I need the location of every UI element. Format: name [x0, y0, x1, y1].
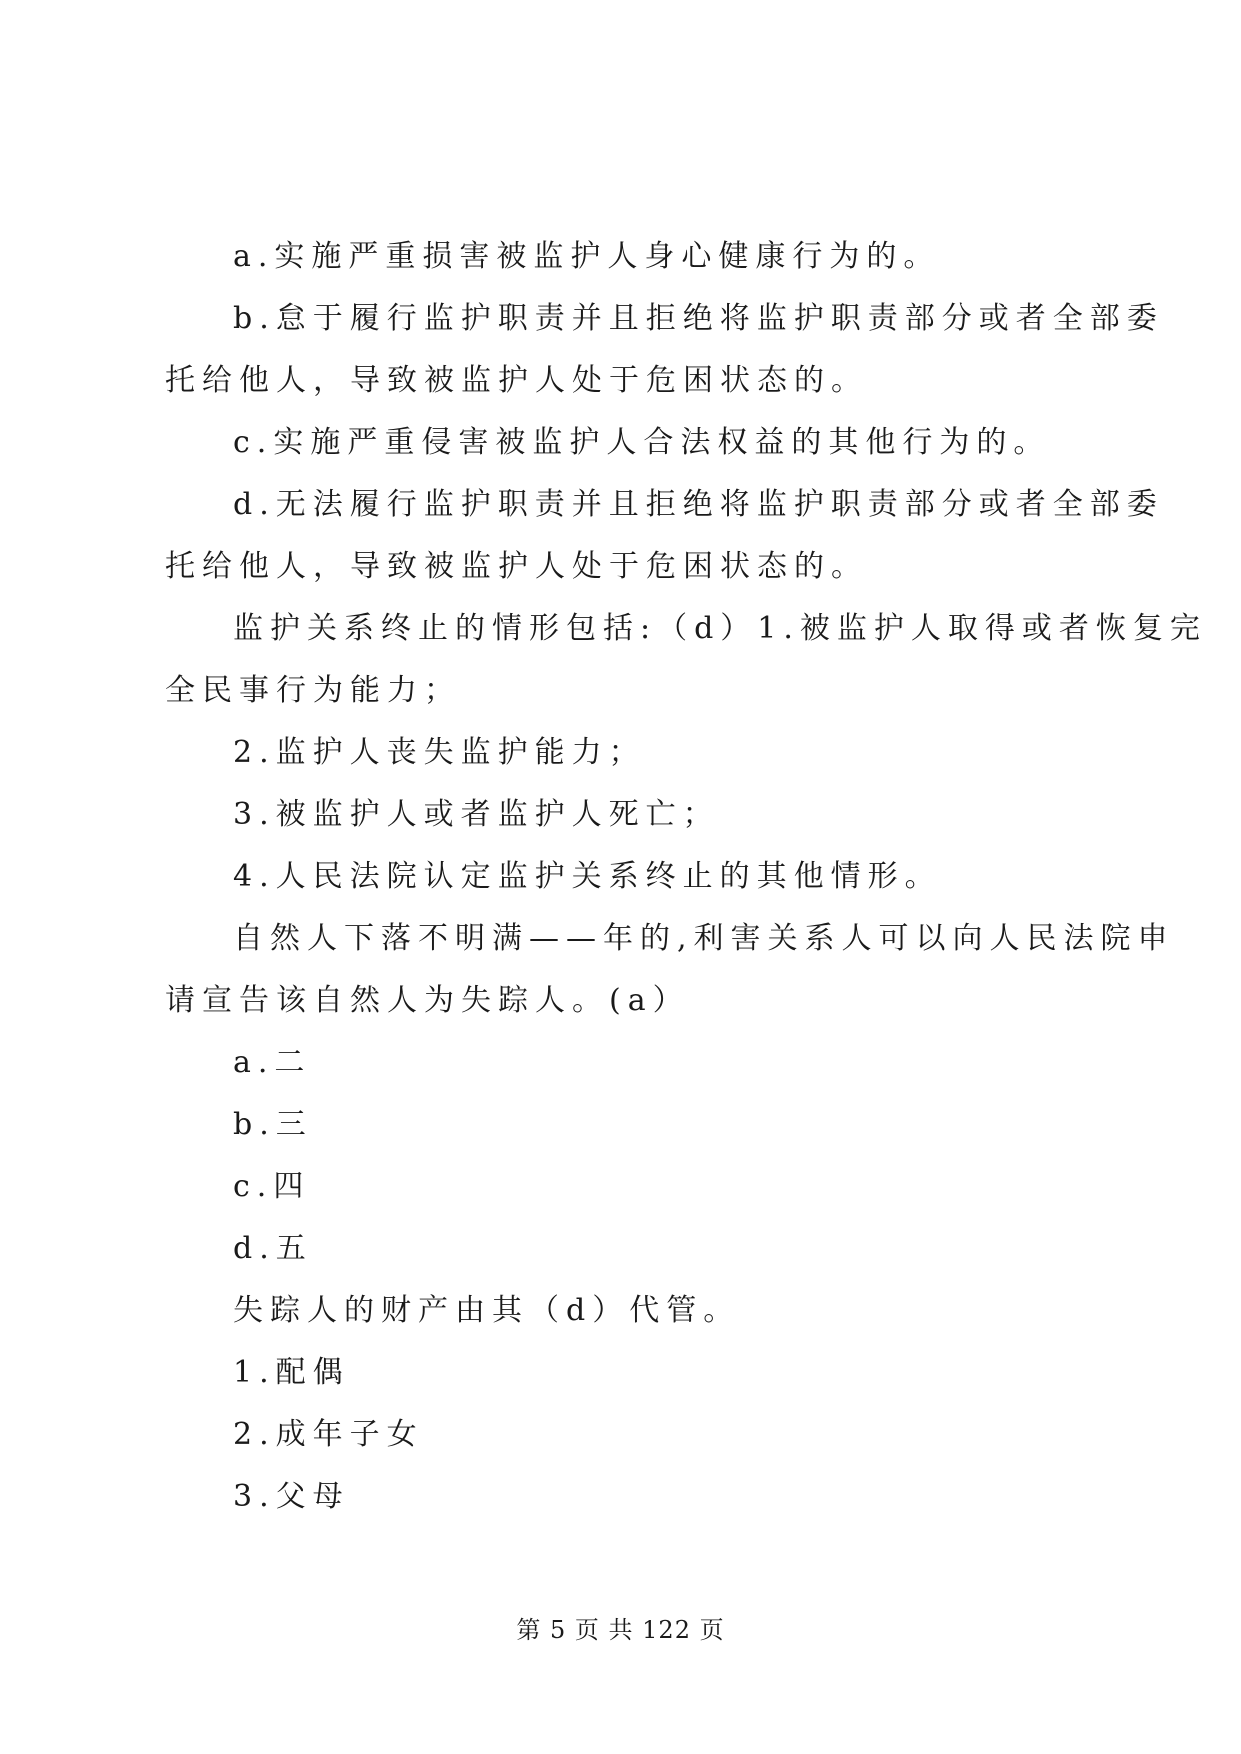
list-item-3: 3.被监护人或者监护人死亡；	[233, 797, 720, 832]
option-line-d: d.无法履行监护职责并且拒绝将监护职责部分或者全部委	[233, 487, 1164, 522]
option-line-b-continued: 托给他人，导致被监护人处于危困状态的。	[165, 363, 868, 398]
page-number-footer: 第 5 页 共 122 页	[516, 1616, 725, 1644]
document-body	[165, 226, 1207, 1528]
question-guardianship-termination: 监护关系终止的情形包括:（d）1.被监护人取得或者恢复完	[233, 611, 1207, 646]
custody-item-3: 3.父母	[233, 1479, 350, 1514]
option-line-b: b.怠于履行监护职责并且拒绝将监护职责部分或者全部委	[233, 301, 1164, 336]
question-guardianship-termination-continued: 全民事行为能力；	[165, 673, 461, 708]
question-missing-person-continued: 请宣告该自然人为失踪人。(a）	[165, 983, 690, 1018]
question-missing-person: 自然人下落不明满——年的,利害关系人可以向人民法院申	[233, 921, 1175, 956]
list-item-2: 2.监护人丧失监护能力；	[233, 735, 646, 770]
custody-item-1: 1.配偶	[233, 1355, 350, 1390]
answer-option-c: c.四	[233, 1169, 311, 1204]
list-item-4: 4.人民法院认定监护关系终止的其他情形。	[233, 859, 942, 894]
question-property-custody: 失踪人的财产由其（d）代管。	[233, 1293, 741, 1328]
custody-item-2: 2.成年子女	[233, 1417, 424, 1452]
option-line-c: c.实施严重侵害被监护人合法权益的其他行为的。	[233, 425, 1051, 460]
option-line-d-continued: 托给他人，导致被监护人处于危困状态的。	[165, 549, 868, 584]
answer-option-a: a.二	[233, 1045, 312, 1080]
option-line-a: a.实施严重损害被监护人身心健康行为的。	[233, 239, 941, 274]
answer-option-d: d.五	[233, 1231, 313, 1266]
answer-option-b: b.三	[233, 1107, 313, 1142]
